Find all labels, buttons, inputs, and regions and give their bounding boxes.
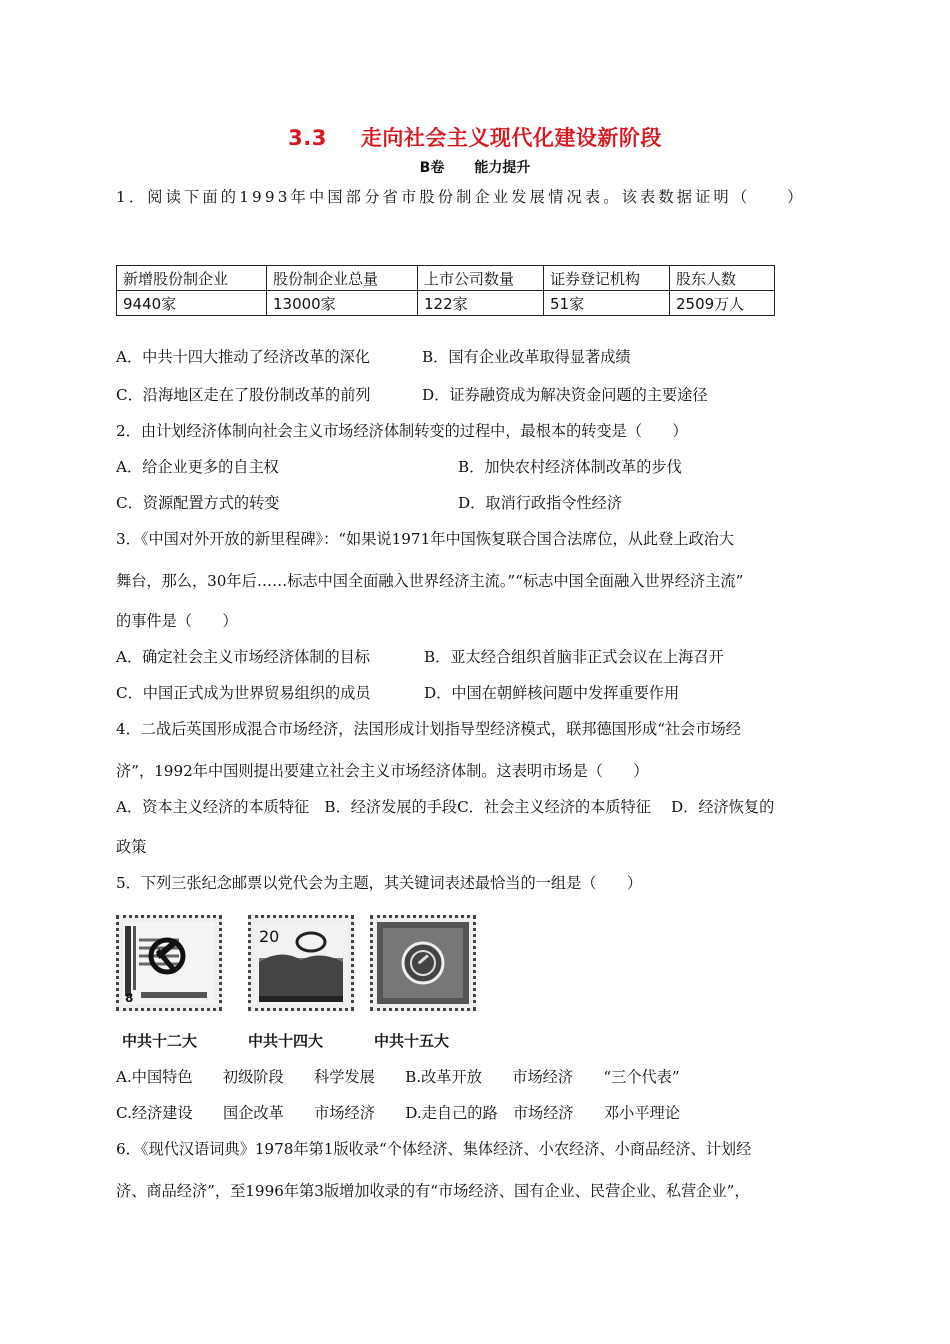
table-cell: 51家 <box>544 291 670 316</box>
q1-option-a: A．中共十四大推动了经济改革的深化 <box>116 348 370 366</box>
table-header-cell: 上市公司数量 <box>418 266 544 291</box>
question-4-line-2: 济”，1992年中国则提出要建立社会主义市场经济体制。这表明市场是（ ） <box>116 762 649 780</box>
question-3-line-3: 的事件是（ ） <box>116 612 238 630</box>
table-cell: 2509万人 <box>670 291 775 316</box>
table-cell: 122家 <box>418 291 544 316</box>
q3-option-d: D．中国在朝鲜核问题中发挥重要作用 <box>424 684 680 702</box>
table-header-row <box>117 266 775 291</box>
question-3-line-2: 舞台，那么，30年后……标志中国全面融入世界经济主流。”“标志中国全面融入世界经济主流” <box>116 572 744 590</box>
table-header-cell: 股份制企业总量 <box>267 266 418 291</box>
q1-option-c: C．沿海地区走在了股份制改革的前列 <box>116 386 371 404</box>
svg-text:8: 8 <box>125 991 134 1005</box>
question-4-line-1: 4．二战后英国形成混合市场经济，法国形成计划指导型经济模式，联邦德国形成“社会市场经 <box>116 720 741 738</box>
q2-option-d: D．取消行政指令性经济 <box>458 494 623 512</box>
page-title <box>0 122 950 152</box>
q2-option-b: B．加快农村经济体制改革的步伐 <box>458 458 682 476</box>
stamp-caption-12: 中共十二大 <box>122 1032 198 1050</box>
question-6-line-2: 济、商品经济”，至1996年第3版增加收录的有“市场经济、国有企业、民营企业、私营企业”， <box>116 1182 750 1200</box>
stamp-12th-congress <box>116 915 222 1011</box>
q1-option-d: D．证券融资成为解决资金问题的主要途径 <box>422 386 708 404</box>
volume-label: B卷 <box>419 160 445 176</box>
q3-option-b: B．亚太经合组织首脑非正式会议在上海召开 <box>424 648 724 666</box>
party-emblem-icon <box>373 918 473 1008</box>
q4-options: A．资本主义经济的本质特征 B．经济发展的手段C．社会主义经济的本质特征 D．经济恢复的 <box>116 798 775 816</box>
question-6-line-1: 6．《现代汉语词典》1978年第1版收录“个体经济、集体经济、小农经济、小商品经济、计划经 <box>116 1140 752 1158</box>
section-title: 走向社会主义现代化建设新阶段 <box>360 126 662 150</box>
stamp-15th-congress <box>370 915 476 1011</box>
stamp-caption-14: 中共十四大 <box>248 1032 324 1050</box>
hammer-sickle-icon <box>119 918 219 1008</box>
question-5-stem: 5．下列三张纪念邮票以党代会为主题，其关键词表述最恰当的一组是（ ） <box>116 874 643 892</box>
svg-text:20: 20 <box>259 927 280 946</box>
table-cell: 13000家 <box>267 291 418 316</box>
level-label: 能力提升 <box>474 160 531 176</box>
stamp-caption-15: 中共十五大 <box>374 1032 450 1050</box>
mountain-icon <box>251 918 351 1008</box>
table-row <box>117 291 775 316</box>
question-1-stem: 1．阅读下面的1993年中国部分省市股份制企业发展情况表。该表数据证明（ ） <box>116 188 806 206</box>
q3-option-c: C．中国正式成为世界贸易组织的成员 <box>116 684 371 702</box>
page-subtitle <box>0 157 950 177</box>
q4-options-continued: 政策 <box>116 838 147 856</box>
q2-option-a: A．给企业更多的自主权 <box>116 458 279 476</box>
q1-option-b: B．国有企业改革取得显著成绩 <box>422 348 631 366</box>
question-3-line-1: 3．《中国对外开放的新里程碑》：“如果说1971年中国恢复联合国合法席位，从此登上政治大 <box>116 530 735 548</box>
q2-option-c: C．资源配置方式的转变 <box>116 494 280 512</box>
table-header-cell: 证券登记机构 <box>544 266 670 291</box>
question-2-stem: 2．由计划经济体制向社会主义市场经济体制转变的过程中，最根本的转变是（ ） <box>116 422 688 440</box>
table-header-cell: 股东人数 <box>670 266 775 291</box>
q5-options-cd: C.经济建设 国企改革 市场经济 D.走自己的路 市场经济 邓小平理论 <box>116 1104 680 1122</box>
section-number: 3.3 <box>288 126 327 150</box>
stock-table <box>116 265 775 316</box>
q3-option-a: A．确定社会主义市场经济体制的目标 <box>116 648 370 666</box>
q5-options-ab: A.中国特色 初级阶段 科学发展 B.改革开放 市场经济 “三个代表” <box>116 1068 680 1086</box>
table-cell: 9440家 <box>117 291 267 316</box>
table-header-cell: 新增股份制企业 <box>117 266 267 291</box>
stamp-14th-congress <box>248 915 354 1011</box>
